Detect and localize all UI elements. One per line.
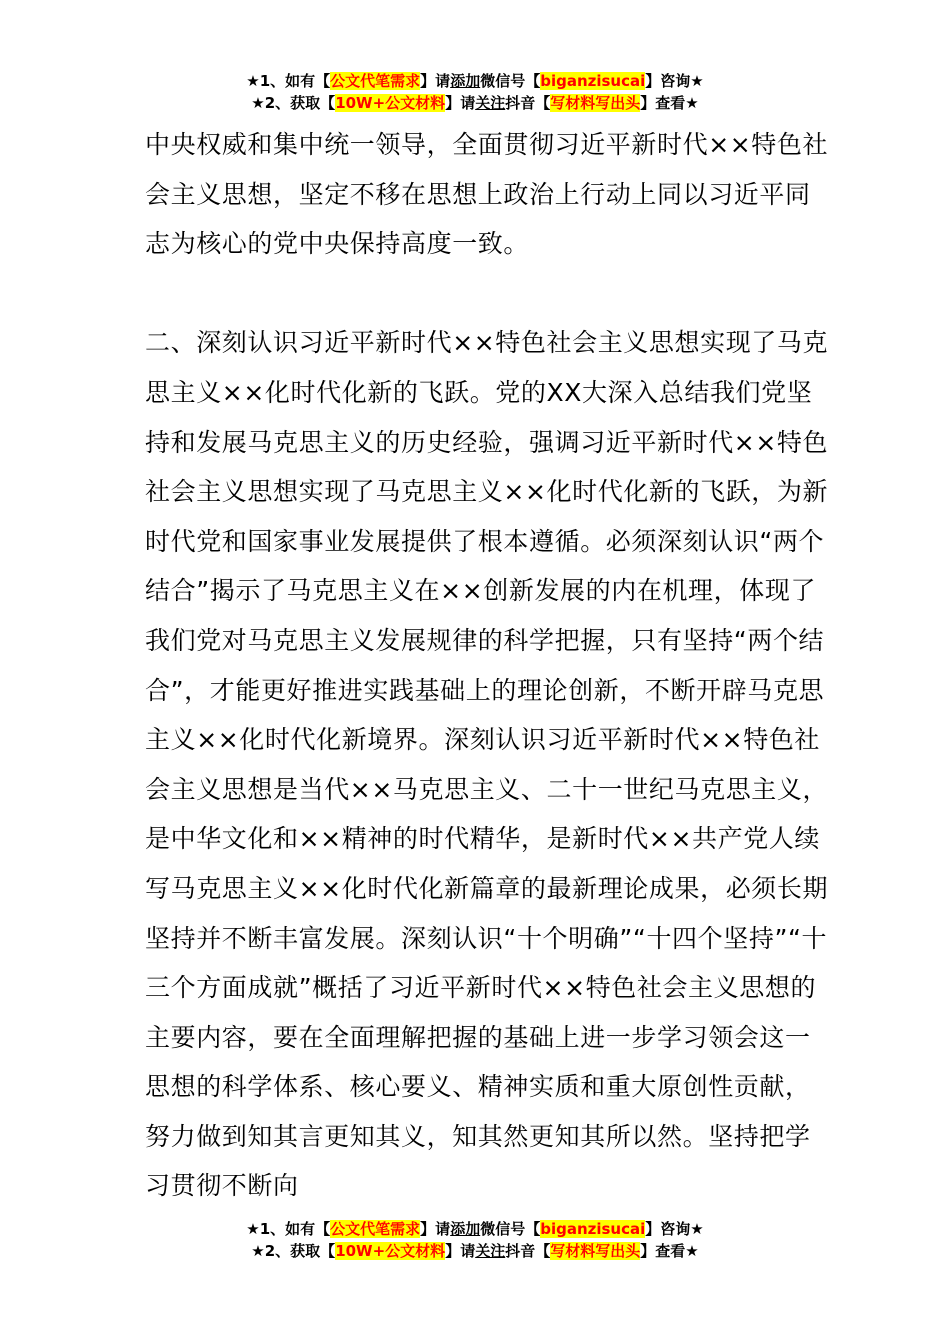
banner-highlight-wechat-id: biganzisucai [540, 72, 646, 90]
banner-highlight-materials: 10W+公文材料 [335, 94, 446, 112]
header-banner [0, 70, 950, 114]
footer-banner [0, 1218, 950, 1262]
banner-highlight-douyin-id: 写材料写出头 [550, 94, 641, 112]
footer-banner-line-1: ★1、如有【公文代笔需求】请添加微信号【biganzisucai】咨询★ [246, 1220, 704, 1238]
banner-highlight-service: 公文代笔需求 [330, 72, 421, 90]
footer-highlight-service: 公文代笔需求 [330, 1220, 421, 1238]
footer-underline-add: 添加 [450, 1220, 481, 1238]
footer-underline-follow: 关注 [475, 1242, 506, 1260]
document-body [145, 120, 835, 1211]
banner-line-1: ★1、如有【公文代笔需求】请添加微信号【biganzisucai】咨询★ [246, 72, 704, 90]
paragraph-continuation: 中央权威和集中统一领导，全面贯彻习近平新时代××特色社会主义思想，坚定不移在思想上政治上行动上同以习近平同志为核心的党中央保持高度一致。 [145, 130, 829, 259]
footer-highlight-wechat-id: biganzisucai [540, 1220, 646, 1238]
paragraph-section-two: 二、深刻认识习近平新时代××特色社会主义思想实现了马克思主义××化时代化新的飞跃。党的XX大深入总结我们党坚持和发展马克思主义的历史经验，强调习近平新时代××特色社会主义思想实现了马克思主义××化时代化新的飞跃，为新时代党和国家事业发展提供了根本遵循。必须深刻认识“两个结合”揭示了马克思主义在××创新发展的内在机理，体现了我们党对马克思主义发展规律的科学把握，只有坚持“两个结合”，才能更好推进实践基础上的理论创新，不断开辟马克思主义××化时代化新境界。深刻认识习近平新时代××特色社会主义思想是当代××马克思主义、二十一世纪马克思主义，是中华文化和××精神的时代精华，是新时代××共产党人续写马克思主义××化时代化新篇章的最新理论成果，必须长期坚持并不断丰富发展。深刻认识“十个明确”“十四个坚持”“十三个方面成就”概括了习近平新时代××特色社会主义思想的主要内容，要在全面理解把握的基础上进一步学习领会这一思想的科学体系、核心要义、精神实质和重大原创性贡献，努力做到知其言更知其义，知其然更知其所以然。坚持把学习贯彻不断向 [145, 328, 829, 1201]
footer-banner-line-2: ★2、获取【10W+公文材料】请关注抖音【写材料写出头】查看★ [251, 1242, 699, 1260]
banner-line-2: ★2、获取【10W+公文材料】请关注抖音【写材料写出头】查看★ [251, 94, 699, 112]
footer-highlight-douyin-id: 写材料写出头 [550, 1242, 641, 1260]
footer-highlight-materials: 10W+公文材料 [335, 1242, 446, 1260]
banner-underline-follow: 关注 [475, 94, 506, 112]
banner-underline-add: 添加 [450, 72, 481, 90]
